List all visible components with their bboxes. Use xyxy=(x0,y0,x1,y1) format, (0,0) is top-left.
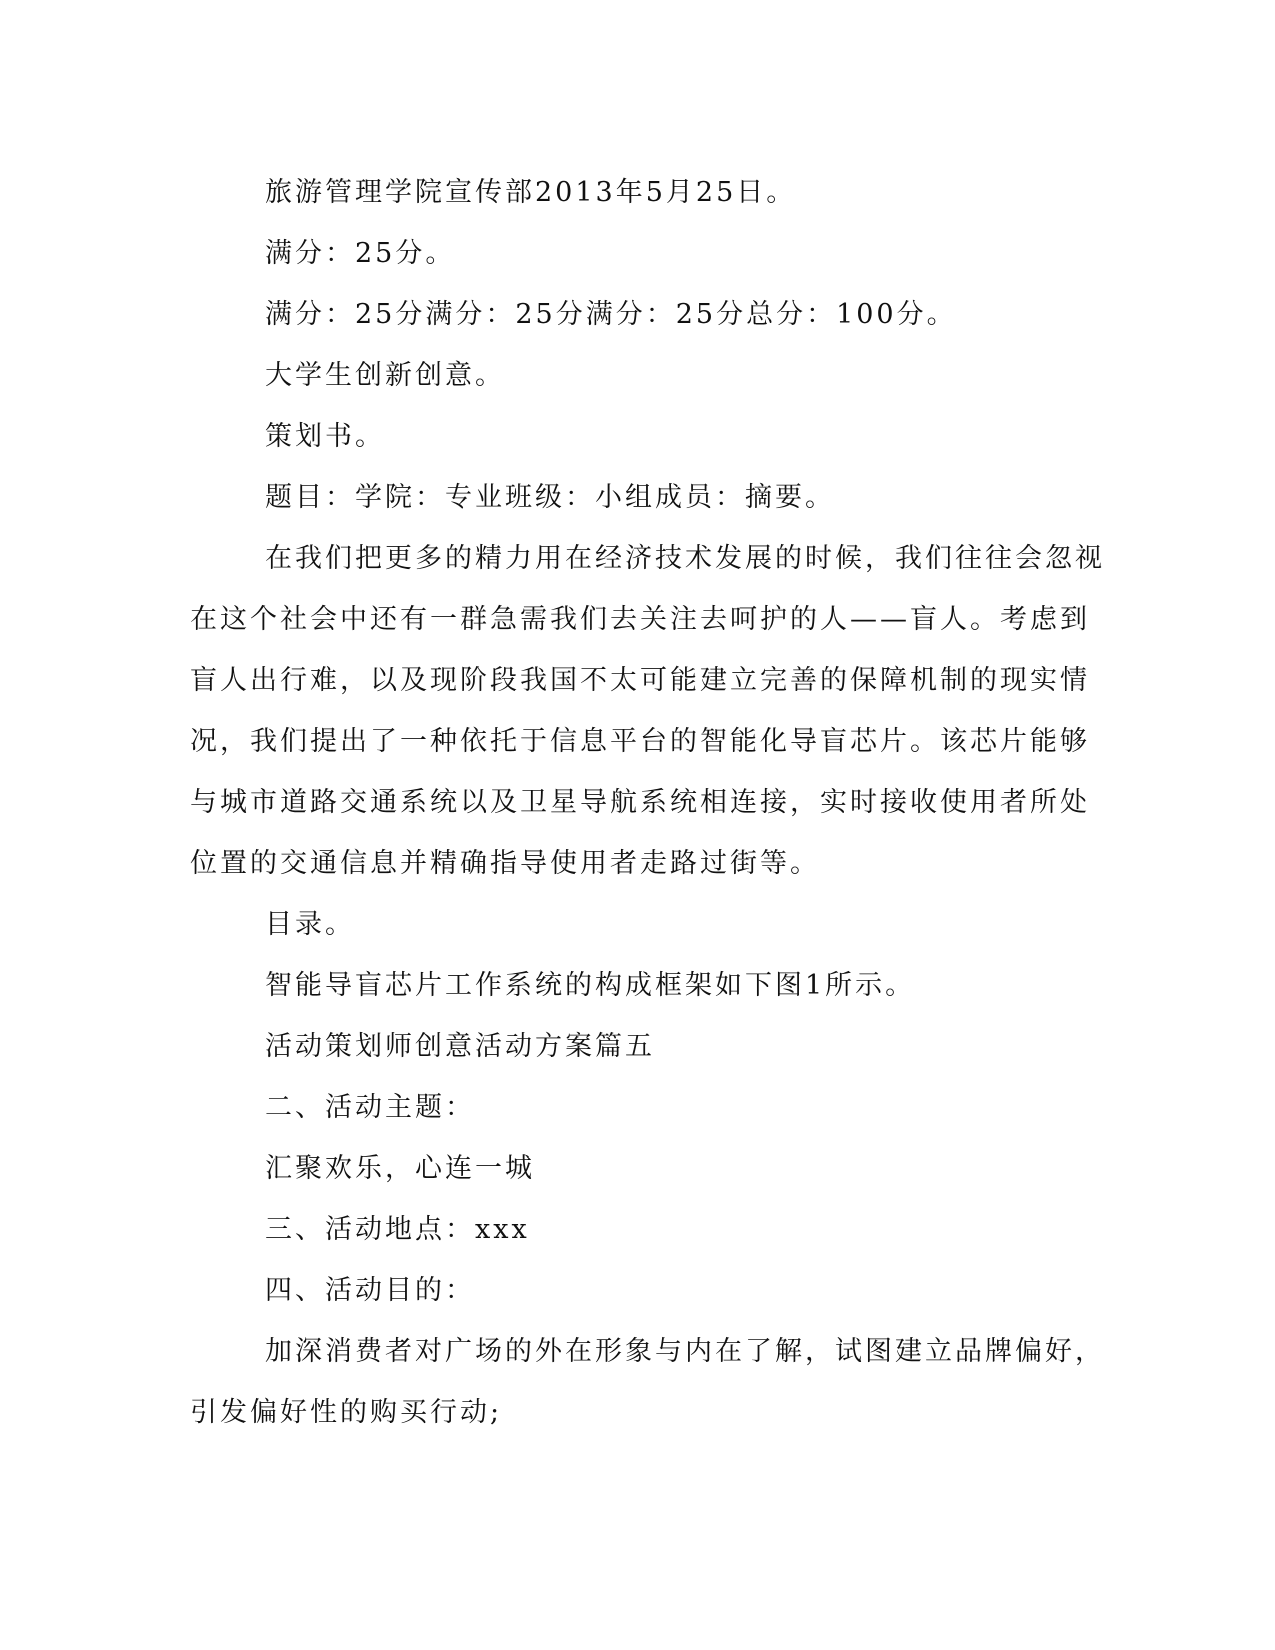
abstract-line: 位置的交通信息并精确指导使用者走路过街等。 xyxy=(190,848,820,879)
paragraph-activity-purpose-label: 四、活动目的： xyxy=(265,1275,475,1306)
paragraph-form-fields: 题目：学院：专业班级：小组成员：摘要。 xyxy=(265,482,835,513)
abstract-line: 在这个社会中还有一群急需我们去关注去呵护的人——盲人。考虑到 xyxy=(190,604,1090,635)
paragraph-figure-caption: 智能导盲芯片工作系统的构成框架如下图1所示。 xyxy=(265,970,916,1001)
paragraph-activity-location: 三、活动地点：xxx xyxy=(265,1214,530,1245)
purpose-line: 加深消费者对广场的外在形象与内在了解，试图建立品牌偏好， xyxy=(265,1336,1105,1367)
paragraph-planning-book: 策划书。 xyxy=(265,421,385,452)
abstract-line: 与城市道路交通系统以及卫星导航系统相连接，实时接收使用者所处 xyxy=(190,787,1090,818)
abstract-line: 在我们把更多的精力用在经济技术发展的时候，我们往往会忽视 xyxy=(265,543,1105,574)
paragraph-activity-theme-label: 二、活动主题： xyxy=(265,1092,475,1123)
paragraph-date: 旅游管理学院宣传部2013年5月25日。 xyxy=(265,177,797,208)
paragraph-abstract xyxy=(190,528,1105,894)
document-body xyxy=(190,162,1105,1443)
paragraph-activity-theme: 汇聚欢乐，心连一城 xyxy=(265,1153,535,1184)
paragraph-activity-purpose xyxy=(190,1321,1105,1443)
abstract-line: 况，我们提出了一种依托于信息平台的智能化导盲芯片。该芯片能够 xyxy=(190,726,1090,757)
paragraph-score-summary: 满分：25分满分：25分满分：25分总分：100分。 xyxy=(265,299,957,330)
paragraph-title-innovation: 大学生创新创意。 xyxy=(265,360,505,391)
paragraph-section-heading: 活动策划师创意活动方案篇五 xyxy=(265,1031,655,1062)
purpose-line: 引发偏好性的购买行动; xyxy=(190,1397,503,1428)
paragraph-toc: 目录。 xyxy=(265,909,355,940)
paragraph-full-score: 满分：25分。 xyxy=(265,238,456,269)
abstract-line: 盲人出行难，以及现阶段我国不太可能建立完善的保障机制的现实情 xyxy=(190,665,1090,696)
